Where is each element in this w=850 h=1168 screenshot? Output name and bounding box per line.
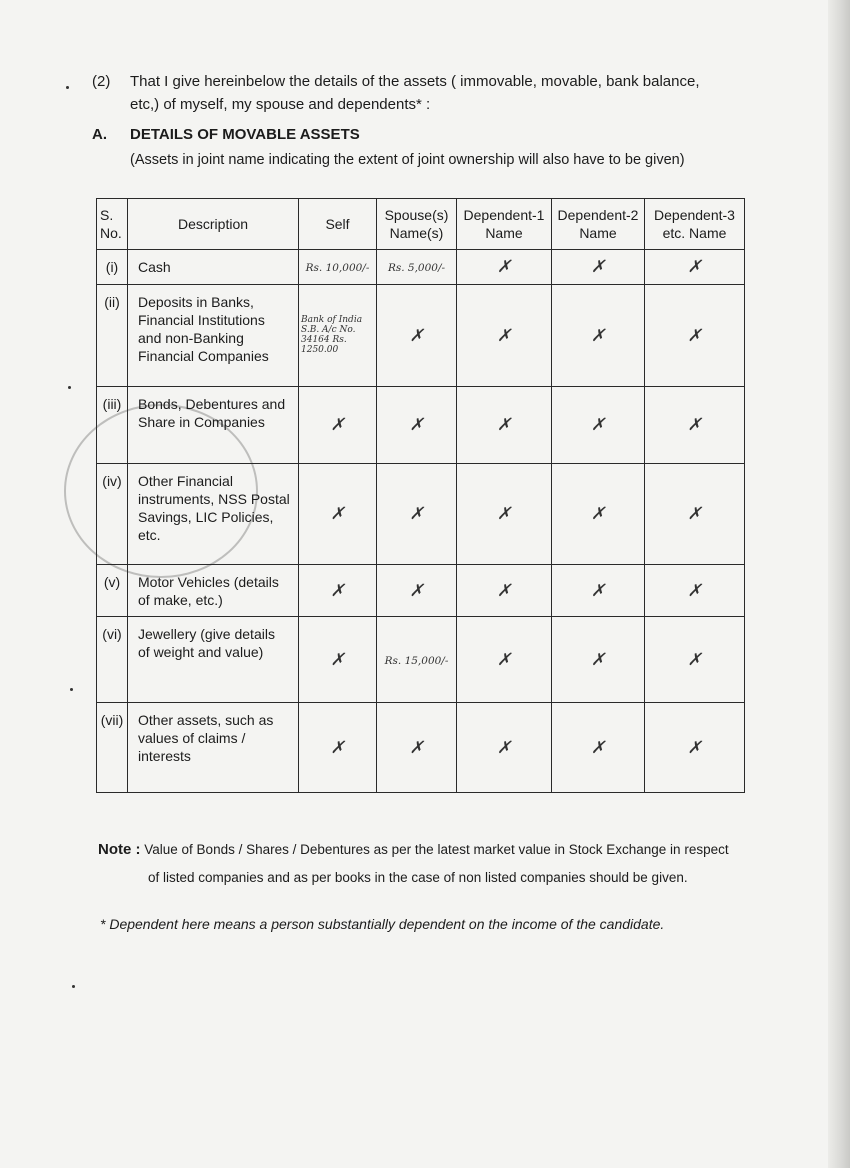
cross-mark-icon: ✗ <box>496 580 512 601</box>
cell-spouse <box>377 703 457 793</box>
cross-mark-icon: ✗ <box>687 580 702 601</box>
header-spouse: Spouse(s) Name(s) <box>377 199 457 250</box>
header-self: Self <box>299 199 377 250</box>
row-description: Deposits in Banks, Financial Institutions and non-Banking Financial Companies <box>128 285 299 387</box>
handwritten-value: Bank of India S.B. A/c No. 34164 Rs. 1250.00 <box>301 315 363 355</box>
note-label: Note : <box>98 841 141 858</box>
cell-self <box>299 285 377 387</box>
row-sno: (ii) <box>97 285 128 387</box>
section-note: (Assets in joint name indicating the extent of joint ownership will also have to be given) <box>130 152 685 168</box>
cross-mark-icon: ✗ <box>590 325 606 346</box>
cell-dependent-3 <box>645 285 745 387</box>
scan-speck <box>70 688 73 691</box>
movable-assets-table <box>96 198 745 793</box>
cross-mark-icon: ✗ <box>590 737 606 758</box>
cross-mark-icon: ✗ <box>496 737 512 758</box>
row-description: Jewellery (give details of weight and value) <box>128 617 299 703</box>
section-heading <box>92 126 360 143</box>
cross-mark-icon: ✗ <box>496 325 512 346</box>
header-description: Description <box>128 199 299 250</box>
cross-mark-icon: ✗ <box>330 649 345 670</box>
cell-dependent-2 <box>552 387 645 464</box>
cell-self <box>299 387 377 464</box>
row-sno: (iv) <box>97 464 128 565</box>
cell-dependent-1 <box>457 387 552 464</box>
cross-mark-icon: ✗ <box>687 737 702 758</box>
cell-dependent-2 <box>552 703 645 793</box>
scan-speck <box>68 386 71 389</box>
section-letter: A. <box>92 126 107 143</box>
cell-spouse <box>377 617 457 703</box>
cell-spouse <box>377 387 457 464</box>
cell-dependent-1 <box>457 250 552 285</box>
row-sno: (i) <box>97 250 128 285</box>
cross-mark-icon: ✗ <box>496 649 512 670</box>
row-description: Bonds, Debentures and Share in Companies <box>128 387 299 464</box>
row-description: Motor Vehicles (details of make, etc.) <box>128 565 299 617</box>
header-sno: S. No. <box>97 199 128 250</box>
cell-dependent-3 <box>645 464 745 565</box>
scan-speck <box>66 86 69 89</box>
cell-dependent-2 <box>552 464 645 565</box>
cross-mark-icon: ✗ <box>496 415 512 435</box>
table-row <box>97 565 745 617</box>
cross-mark-icon: ✗ <box>687 415 702 435</box>
clause-number: (2) <box>92 73 111 90</box>
cross-mark-icon: ✗ <box>330 504 345 524</box>
cross-mark-icon: ✗ <box>687 325 702 346</box>
intro-line-1: That I give hereinbelow the details of the assets ( immovable, movable, bank balance, <box>130 73 700 90</box>
cell-dependent-1 <box>457 703 552 793</box>
cell-dependent-1 <box>457 565 552 617</box>
table-row <box>97 703 745 793</box>
cell-spouse <box>377 464 457 565</box>
page-edge-shadow <box>828 0 850 1168</box>
cell-spouse <box>377 285 457 387</box>
cross-mark-icon: ✗ <box>330 737 345 758</box>
cross-mark-icon: ✗ <box>409 737 424 758</box>
table-row <box>97 250 745 285</box>
handwritten-value: Rs. 15,000/- <box>384 654 449 667</box>
cross-mark-icon: ✗ <box>590 415 606 435</box>
scan-speck <box>72 985 75 988</box>
cross-mark-icon: ✗ <box>409 415 424 435</box>
table-row <box>97 285 745 387</box>
cell-dependent-2 <box>552 565 645 617</box>
cell-dependent-3 <box>645 387 745 464</box>
header-dependent-3: Dependent-3 etc. Name <box>645 199 745 250</box>
note-paragraph <box>98 836 758 892</box>
table-row <box>97 464 745 565</box>
cell-dependent-1 <box>457 285 552 387</box>
cell-spouse <box>377 565 457 617</box>
section-title: DETAILS OF MOVABLE ASSETS <box>130 126 360 143</box>
cross-mark-icon: ✗ <box>687 504 702 524</box>
header-dependent-1: Dependent-1 Name <box>457 199 552 250</box>
cell-dependent-3 <box>645 703 745 793</box>
intro-paragraph <box>92 70 732 116</box>
cell-dependent-3 <box>645 617 745 703</box>
note-line-1: Value of Bonds / Shares / Debentures as per the latest market value in Stock Exchange in respect <box>144 842 729 857</box>
table-header-row <box>97 199 745 250</box>
cross-mark-icon: ✗ <box>409 325 424 346</box>
note-line-2: of listed companies and as per books in the case of non listed companies should be given. <box>148 870 688 885</box>
cell-self <box>299 617 377 703</box>
row-description: Cash <box>128 250 299 285</box>
cell-self <box>299 250 377 285</box>
row-sno: (iii) <box>97 387 128 464</box>
cell-self <box>299 565 377 617</box>
cell-dependent-1 <box>457 617 552 703</box>
cross-mark-icon: ✗ <box>590 580 606 601</box>
cell-dependent-2 <box>552 250 645 285</box>
cell-spouse <box>377 250 457 285</box>
cross-mark-icon: ✗ <box>496 504 512 524</box>
cross-mark-icon: ✗ <box>409 504 424 524</box>
row-sno: (vi) <box>97 617 128 703</box>
cross-mark-icon: ✗ <box>409 580 424 601</box>
row-description: Other assets, such as values of claims / interests <box>128 703 299 793</box>
cell-dependent-3 <box>645 565 745 617</box>
cell-dependent-1 <box>457 464 552 565</box>
cell-dependent-3 <box>645 250 745 285</box>
cross-mark-icon: ✗ <box>590 504 606 524</box>
intro-line-2: etc,) of myself, my spouse and dependents* : <box>130 96 431 113</box>
cell-self <box>299 703 377 793</box>
cell-self <box>299 464 377 565</box>
cross-mark-icon: ✗ <box>590 649 606 670</box>
cross-mark-icon: ✗ <box>687 649 702 670</box>
cross-mark-icon: ✗ <box>330 415 345 435</box>
handwritten-value: Rs. 5,000/- <box>387 262 446 274</box>
cross-mark-icon: ✗ <box>687 257 702 277</box>
table-row <box>97 617 745 703</box>
row-description: Other Financial instruments, NSS Postal Savings, LIC Policies, etc. <box>128 464 299 565</box>
header-dependent-2: Dependent-2 Name <box>552 199 645 250</box>
row-sno: (vii) <box>97 703 128 793</box>
dependent-footnote: * Dependent here means a person substantially dependent on the income of the candidate. <box>100 916 665 932</box>
cross-mark-icon: ✗ <box>496 257 512 277</box>
cross-mark-icon: ✗ <box>590 257 606 277</box>
cross-mark-icon: ✗ <box>330 580 345 601</box>
row-sno: (v) <box>97 565 128 617</box>
handwritten-value: Rs. 10,000/- <box>305 262 370 274</box>
table-row <box>97 387 745 464</box>
cell-dependent-2 <box>552 617 645 703</box>
cell-dependent-2 <box>552 285 645 387</box>
